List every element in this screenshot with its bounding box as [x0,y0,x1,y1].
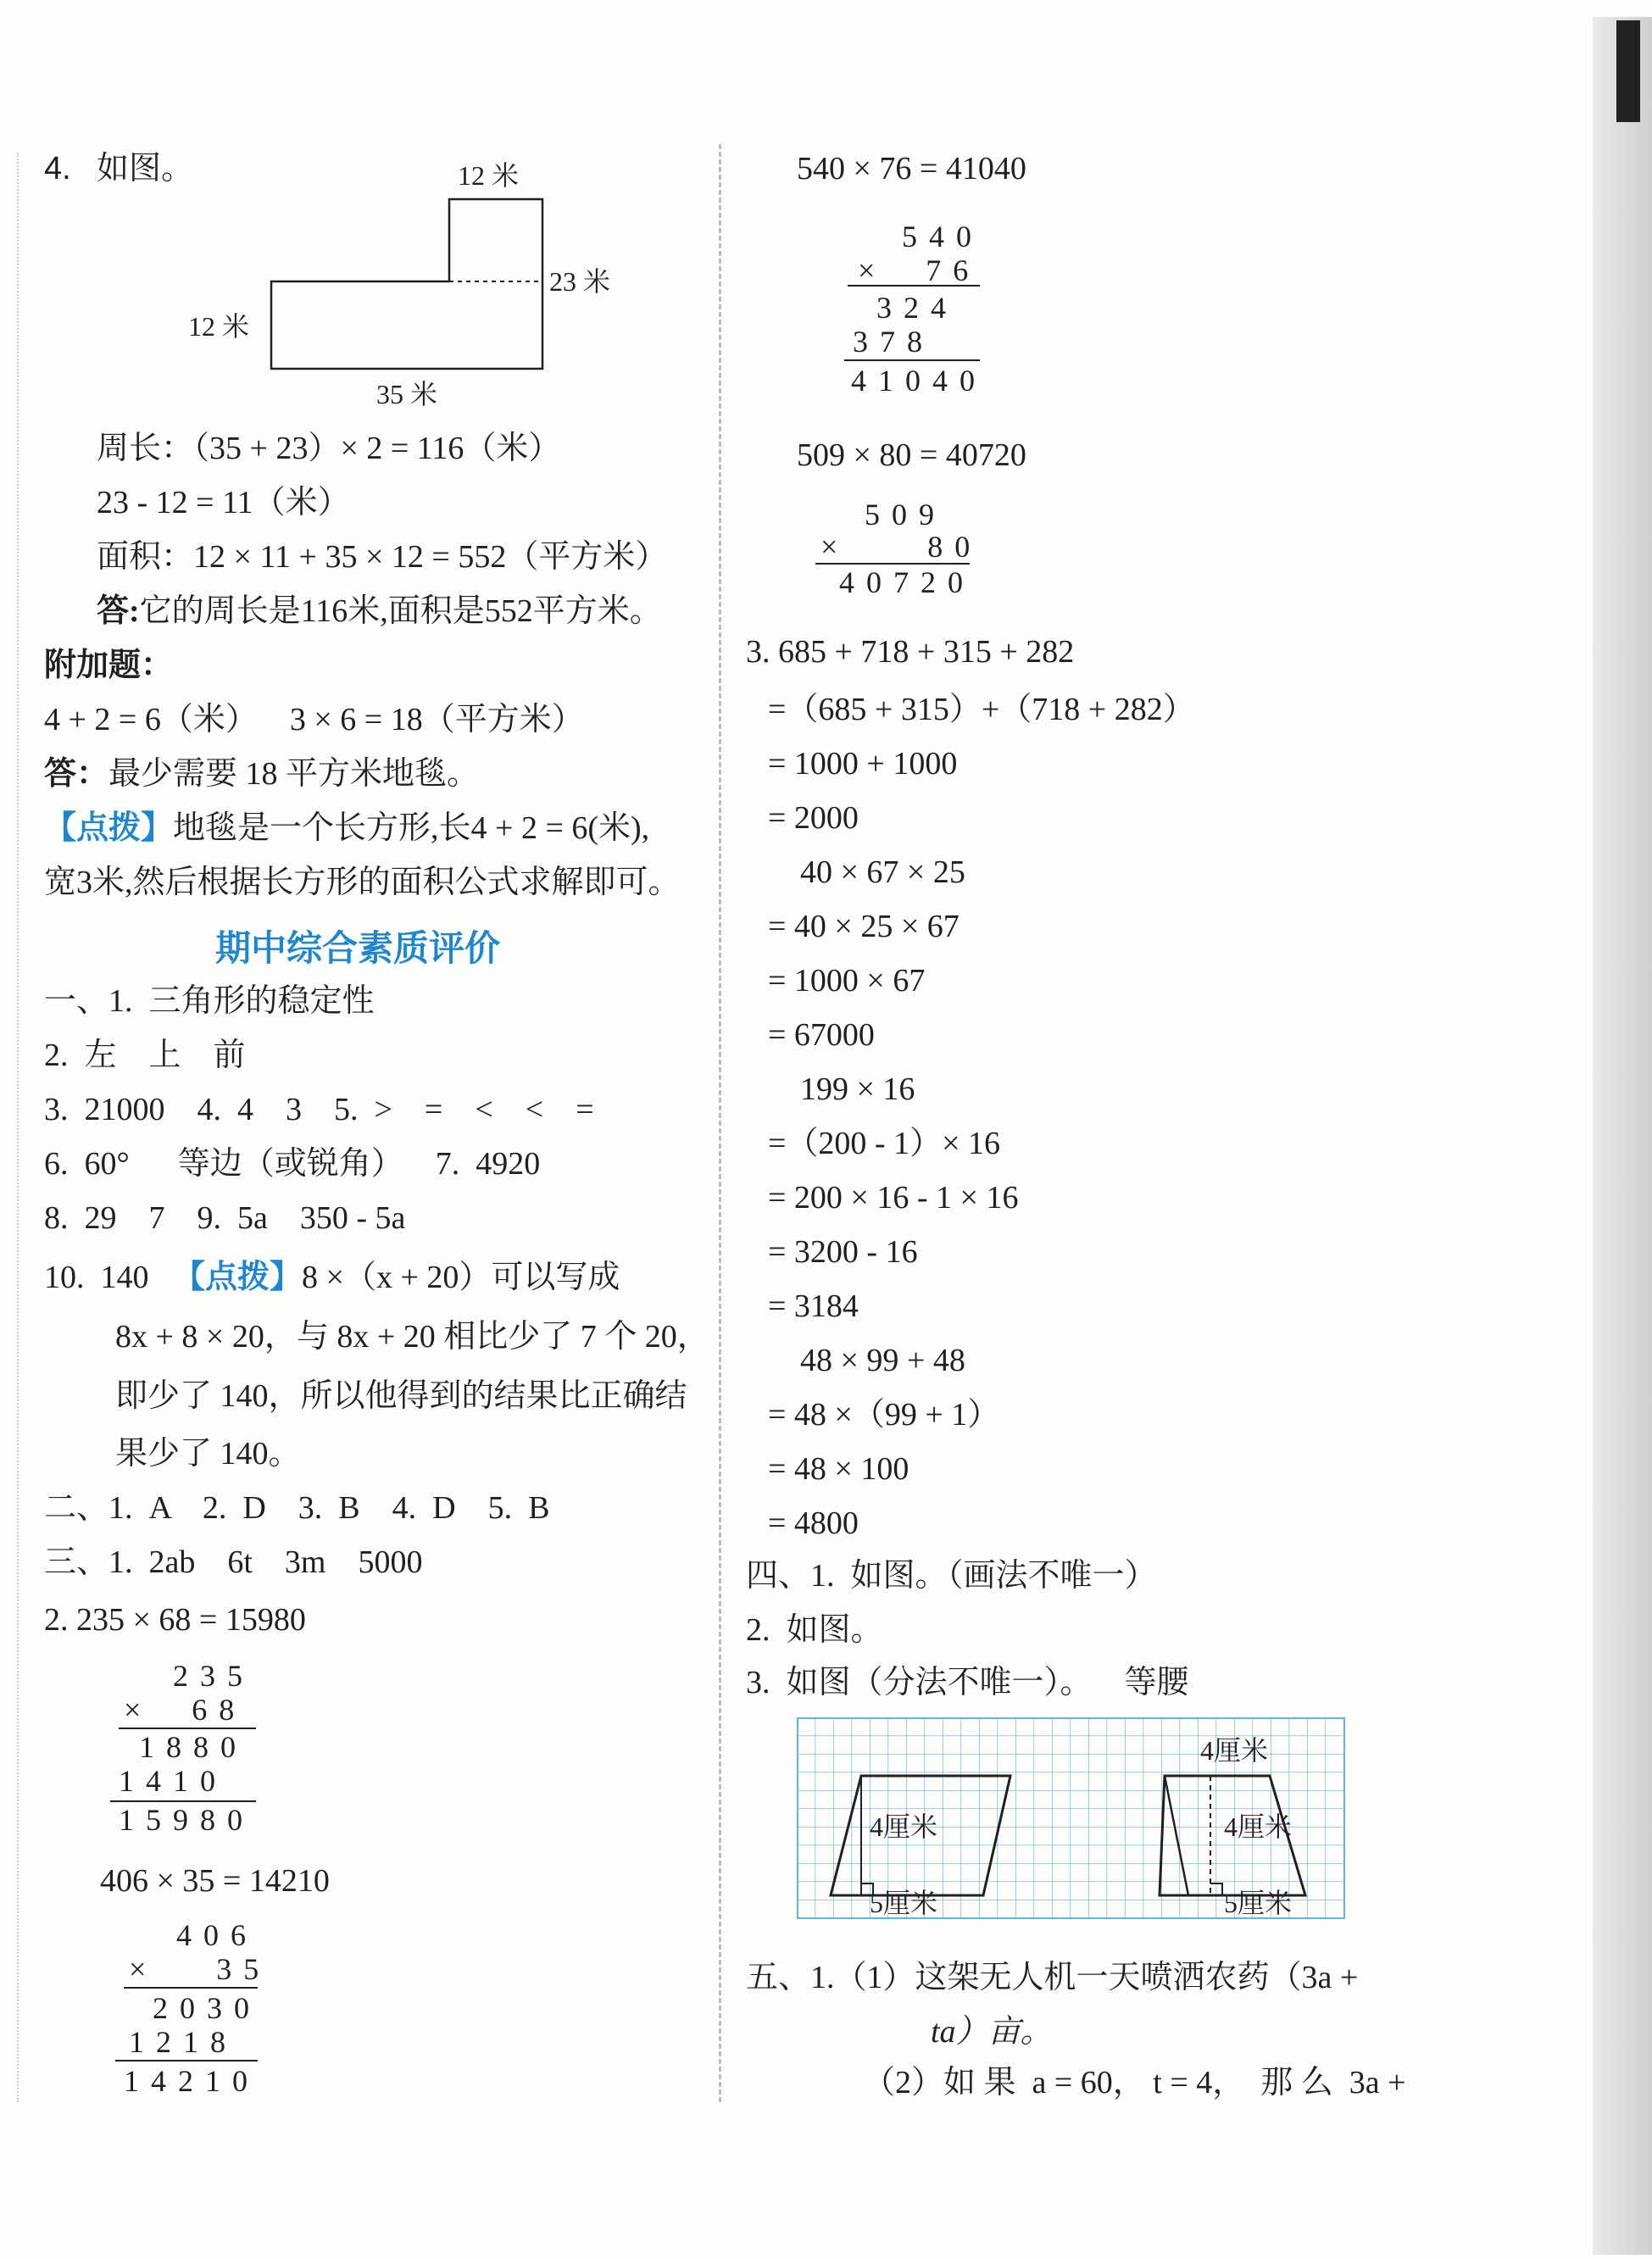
vm-left1-partial-1: 1880 [139,1730,248,1764]
area-label: 面积： [97,539,194,575]
extra-answer-text: 最少需要 18 平方米地毯。 [108,756,480,792]
s4-line-2: 2. 如图。 [746,1612,883,1648]
area-expr: 12 × 11 + 35 × 12 = 552（平方米） [193,539,668,575]
q4-label: 4. [44,151,71,186]
answer-line [97,592,662,631]
q3-line-15: = 48 ×（99 + 1） [768,1397,1000,1433]
tip-label: 【点拨】 [44,810,174,846]
vm-left1-partial-2: 1410 [119,1764,227,1798]
vm-right2-multiplicand: 509 [865,498,946,531]
q3-line-4: = 2000 [768,800,859,836]
fig-label-right: 23 米 [549,266,611,297]
s1-line-1: 一、1. 三角形的稳定性 [44,983,375,1019]
s3-q2-line: 2. 235 × 68 = 15980 [44,1602,306,1638]
area-line [97,537,667,576]
q3-line-17: = 4800 [768,1505,859,1541]
q10-line-3: 即少了 140，所以他得到的结果比正确结 [115,1378,687,1414]
q3-line-2: =（685 + 315）+（718 + 282） [768,692,1195,727]
vm-left1-product: 15980 [119,1803,254,1837]
grid-label-b2: 5厘米 [1224,1888,1293,1918]
s4-line-3: 3. 如图（分法不唯一）。 等腰 [746,1665,1189,1700]
vm-right1-multiplicand: 540 [902,220,983,253]
fig-label-bottom: 35 米 [376,379,438,409]
answer-label: 答: [97,593,140,629]
fig-label-top: 12 米 [458,160,520,191]
perimeter-expr: （35 + 23）× 2 = 116（米） [193,431,561,466]
vm-right1-product: 41040 [851,364,987,398]
vm-right2-multiplier: × 80 [820,530,982,564]
vm-left2-partial-2: 1218 [129,2025,237,2059]
column-divider [719,144,721,2102]
tip-line-2: 宽3米,然后根据长方形的面积公式求解即可。 [44,865,681,900]
vm-left1-multiplier: × 68 [124,1693,247,1727]
fig-label-left: 12 米 [188,311,250,342]
eq-406x35: 406 × 35 = 14210 [100,1863,330,1899]
perimeter-line [97,429,560,468]
eq-540x76: 540 × 76 = 41040 [797,151,1026,186]
q3-line-14: 48 × 99 + 48 [800,1343,965,1378]
vm-left2-product: 14210 [124,2064,259,2098]
vm-right1-rule-2 [844,359,980,361]
extra-answer [44,754,479,793]
page-edge-shadow [1593,17,1652,2255]
grid-label-h2: 4厘米 [1224,1811,1293,1842]
q10-number: 10. 140 [44,1260,149,1295]
grid-label-top2: 4厘米 [1200,1735,1269,1766]
vm-right1-partial-1: 324 [876,291,958,325]
s1-line-3: 3. 21000 4. 4 3 5. > = < < = [44,1092,594,1127]
s5-line-3: （2）如 果 a = 60， t = 4， 那 么 3a + [863,2065,1406,2100]
s4-line-1: 四、1. 如图。（画法不唯一） [746,1558,1157,1594]
section-title: 期中综合素质评价 [215,928,501,968]
extra-calc: 4 + 2 = 6（米） 3 × 6 = 18（平方米） [44,702,584,737]
eq-509x80: 509 × 80 = 40720 [797,437,1026,473]
tip-line-1 [44,809,649,848]
q3-line-9: 199 × 16 [800,1071,915,1107]
vm-right1-multiplier: × 76 [858,253,981,287]
s2-line: 二、1. A 2. D 3. B 4. D 5. B [44,1490,550,1526]
q10-text-1: 8 ×（x + 20）可以写成 [302,1260,620,1295]
q3-line-7: = 1000 × 67 [768,963,926,999]
s1-line-4: 6. 60° 等边（或锐角） 7. 4920 [44,1146,541,1182]
q3-line-11: = 200 × 16 - 1 × 16 [768,1180,1019,1216]
vm-left2-multiplicand: 406 [176,1918,258,1952]
vm-left2-partial-1: 2030 [153,1991,261,2025]
q3-line-16: = 48 × 100 [768,1451,909,1487]
q3-line-6: = 40 × 25 × 67 [768,909,959,944]
q3-line-13: = 3184 [768,1288,859,1324]
vm-left2-rule-1 [124,1987,258,1989]
vm-left1-multiplicand: 235 [173,1659,254,1693]
page-edge-mark [1616,20,1640,122]
q3-line-12: = 3200 - 16 [768,1234,918,1270]
extra-answer-label: 答： [44,756,109,792]
q3-line-3: = 1000 + 1000 [768,746,958,782]
q10-line-1 [44,1258,620,1297]
q3-line-10: =（200 - 1）× 16 [768,1126,1001,1161]
extra-title: 附加题： [44,648,174,683]
s1-line-2: 2. 左 上 前 [44,1038,246,1073]
vm-left2-rule-2 [115,2060,258,2061]
s5-line-2: ta）亩。 [931,2014,1053,2050]
q3-line-8: = 67000 [768,1017,875,1053]
q10-line-4: 果少了 140。 [115,1436,301,1472]
left-margin-line [17,153,19,2102]
l-shape-outline [271,199,542,369]
answer-text: 它的周长是116米,面积是552平方米。 [139,593,662,629]
s5-line-1: 五、1.（1）这架无人机一天喷洒农药（3a + [746,1960,1359,1995]
subtraction-line: 23 - 12 = 11（米） [97,485,350,520]
grid-label-b1: 5厘米 [870,1888,938,1918]
s3-line: 三、1. 2ab 6t 3m 5000 [44,1544,423,1580]
grid-label-h1: 4厘米 [870,1811,938,1842]
q3-line-1: 3. 685 + 718 + 315 + 282 [746,634,1075,670]
tip-text-1: 地毯是一个长方形,长4 + 2 = 6(米), [173,810,650,846]
q10-line-2: 8x + 8 × 20，与 8x + 20 相比少了 7 个 20， [115,1319,709,1355]
perimeter-label: 周长： [97,431,194,466]
vm-right1-rule-1 [848,285,980,287]
vm-right1-partial-2: 378 [853,325,934,359]
q10-tip-label: 【点拨】 [173,1260,303,1295]
q4-text: 如图。 [97,151,194,186]
vm-right2-product: 40720 [839,565,975,599]
q3-line-5: 40 × 67 × 25 [800,854,965,890]
vm-left2-multiplier: × 35 [129,1952,271,1986]
s1-line-5: 8. 29 7 9. 5a 350 - 5a [44,1200,406,1236]
